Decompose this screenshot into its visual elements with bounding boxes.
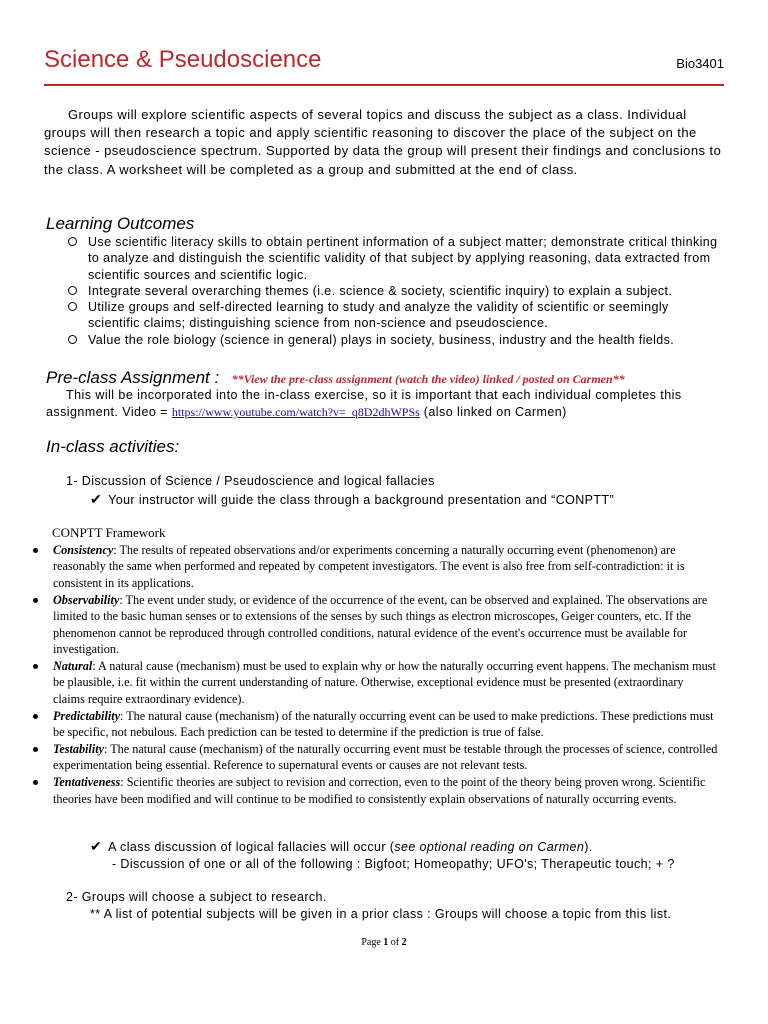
learning-outcomes-list — [68, 234, 724, 348]
intro-paragraph — [44, 106, 724, 179]
circle-bullet-icon — [68, 302, 77, 311]
bullet-icon — [33, 747, 38, 752]
list-item: Testability: The natural cause (mechanism) of the naturally occurring event must be testable through the processes of science, controlled experimentation being essential. Reference to supernatural events or causes are not relevant tests. — [28, 741, 718, 774]
list-item: Use scientific literacy skills to obtain pertinent information of a subject matter; demonstrate critical thinking to analyze and distinguish the scientific validity of that subject by applying reasoning, data extracted from scientific sources and scientific logic. — [68, 234, 724, 283]
bullet-icon — [33, 714, 38, 719]
preclass-heading-row — [46, 368, 726, 388]
checkmark-icon: ✔ — [90, 491, 103, 507]
circle-bullet-icon — [68, 335, 77, 344]
list-item: Integrate several overarching themes (i.e. science & society, scientific inquiry) to explain a subject. — [68, 283, 724, 299]
conptt-title: CONPTT Framework — [52, 525, 166, 540]
course-code: Bio3401 — [676, 56, 724, 71]
circle-bullet-icon — [68, 237, 77, 246]
intro-text: Groups will explore scientific aspects of several topics and discuss the subject as a class. Individual groups will then research a topic and apply scientific reasoning to discover the place of the subject on the science - pseudoscience spectrum. Supported by data the group will present their findings and conclusions to the class. A worksheet will be completed as a group and submitted at the end of class. — [44, 107, 722, 177]
fallacy-sub: - Discussion of one or all of the following : Bigfoot; Homeopathy; UFO's; Therapeutic touch; + ? — [112, 857, 675, 871]
header — [44, 44, 724, 86]
activity-2-sub: ** A list of potential subjects will be given in a prior class : Groups will choose a topic from this list. — [90, 907, 672, 921]
list-item: Predictability: The natural cause (mechanism) of the naturally occurring event can be used to make predictions. These predictions must be specific, not nebulous. Each prediction can be tested to determine if the prediction is true of false. — [28, 708, 718, 741]
list-item: Observability: The event under study, or evidence of the occurrence of the event, can be observed and explained. The observations are limited to the basic human senses or to extensions of the senses by such things as electron microscopes, Geiger counters, etc. If the phenomenon cannot be reproduced through controlled conditions, natural evidence of the event's occurrence must be available for investigation. — [28, 592, 718, 658]
bullet-icon — [33, 664, 38, 669]
page-title: Science & Pseudoscience — [44, 46, 322, 73]
page-footer: Page 1 of 2 — [361, 937, 407, 948]
video-link[interactable]: https://www.youtube.com/watch?v=_q8D2dhWPSs — [171, 405, 420, 419]
conptt-list — [28, 542, 718, 808]
bullet-icon — [33, 548, 38, 553]
list-item: Utilize groups and self-directed learning to study and analyze the validity of scientific or seemingly scientific claims; distinguishing science from non-science and pseudoscience. — [68, 299, 724, 332]
preclass-note: **View the pre-class assignment (watch the video) linked / posted on Carmen** — [231, 372, 625, 386]
bullet-icon — [33, 598, 38, 603]
list-item: Value the role biology (science in general) plays in society, business, industry and the health fields. — [68, 332, 724, 348]
bullet-icon — [33, 780, 38, 785]
preclass-text: This will be incorporated into the in-class exercise, so it is important that each individual completes this assignment. Video = https://www.youtube.com/watch?v=_q8D2dhWPSs (also linked on Carmen) — [46, 388, 682, 419]
fallacy-line: ✔ A class discussion of logical fallacies will occur (see optional reading on Carmen). — [90, 838, 593, 854]
activity-2: 2- Groups will choose a subject to research. — [66, 890, 327, 904]
preclass-heading: Pre-class Assignment : — [46, 368, 220, 387]
learning-outcomes-heading: Learning Outcomes — [46, 214, 195, 233]
activity-1: 1- Discussion of Science / Pseudoscience and logical fallacies — [66, 474, 435, 488]
circle-bullet-icon — [68, 286, 77, 295]
list-item: Natural: A natural cause (mechanism) must be used to explain why or how the naturally occurring event happens. The mechanism must be plausible, i.e. fit within the current understanding of nature. Otherwise, exceptional evidence must be presented (extraordinary claims require extraordinary evidence). — [28, 658, 718, 707]
list-item: Consistency: The results of repeated observations and/or experiments concerning a naturally occurring event (phenomenon) are reasonably the same when performed and repeated by competent investigators. The event is also free from self-contradiction: it is consistent in its applications. — [28, 542, 718, 591]
list-item: Tentativeness: Scientific theories are subject to revision and correction, even to the point of the theory being proven wrong. Scientific theories have been modified and will continue to be modified to consistently explain observations of naturally occurring events. — [28, 774, 718, 807]
activity-1-sub: ✔ Your instructor will guide the class through a background presentation and “CONPTT” — [90, 491, 615, 507]
checkmark-icon: ✔ — [90, 838, 103, 854]
inclass-heading: In-class activities: — [46, 437, 180, 456]
